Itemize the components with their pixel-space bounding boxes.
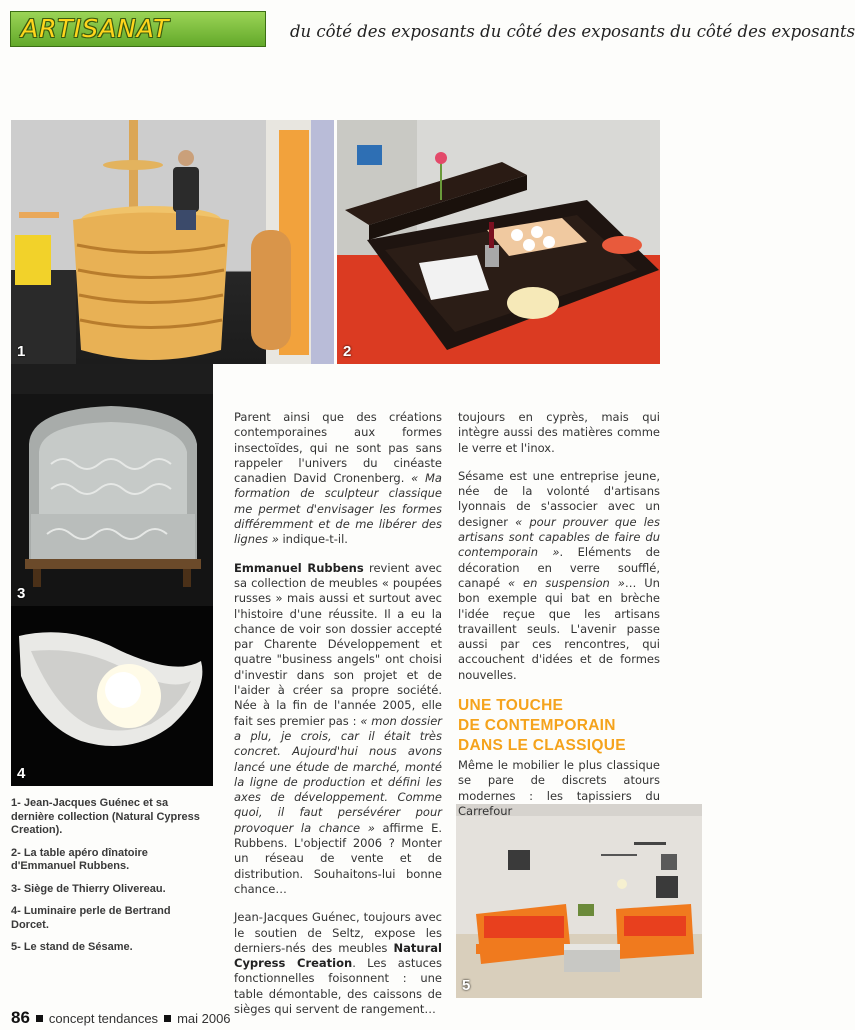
brand-name: Natural Cypress Creation [234, 940, 442, 971]
photo-5-sesame-stand [456, 804, 702, 998]
photo-4-illustration [11, 606, 213, 786]
text: … Un bon exemple qui bat en brèche l'idée reçue que les artisans travaillent seuls. L'avenir passe aussi par ces rencontres, qui accouchent d'idées et de formes nouvelles. [458, 575, 660, 682]
subheading-line: DANS LE CLASSIQUE [458, 737, 626, 755]
section-subheading [458, 696, 660, 756]
page-footer [11, 1008, 231, 1028]
text: Parent ainsi que des créations contemporaines aux formes insectoïdes, qui ne sont pas sans rappeler l'univers du cinéaste canadien David Cronenberg. [234, 410, 442, 486]
photo-2-rubbens-table [337, 120, 660, 364]
paragraph: Même le mobilier le plus classique se pare de discrets atours modernes : les tapissiers du Carrefour [458, 758, 660, 818]
quote: « en suspension » [508, 575, 625, 590]
article-column-right [458, 410, 660, 832]
photo-number: 3 [17, 585, 26, 602]
photo-5-illustration [456, 804, 702, 998]
section-tab [10, 11, 266, 47]
photo-number: 5 [462, 977, 471, 994]
text: indique-t-il. [278, 532, 348, 547]
caption-1: 1- Jean-Jacques Guénec et sa dernière collection (Natural Cypress Creation). [11, 797, 200, 836]
photo-1-guenec-stand [11, 120, 334, 364]
text: affirme E. Rubbens. L'objectif 2006 ? Monter un réseau de vente et de distribution. Souhaitons-lui bonne chance… [234, 820, 442, 896]
magazine-name: concept tendances [48, 1011, 159, 1026]
photo-3-olivereau-armchair [11, 364, 213, 606]
header-tagline: du côté des exposants du côté des exposants du côté des exposants [290, 22, 855, 41]
photo-4-dorcet-lamp [11, 606, 213, 786]
page-number: 86 [11, 1008, 30, 1027]
paragraph: toujours en cyprès, mais qui intègre aussi des matières comme le verre et l'inox. [458, 410, 660, 455]
separator-square-icon [164, 1015, 171, 1022]
paragraph [234, 561, 442, 898]
paragraph [234, 910, 442, 1017]
caption-2: 2- La table apéro dînatoire d'Emmanuel Rubbens. [11, 846, 148, 872]
paragraph [234, 410, 442, 548]
subheading-line: DE CONTEMPORAIN [458, 717, 616, 735]
quote: « mon dossier a plu, je crois, car il était très concret. Aujourd'hui nous avons lancé une étude de marché, monté la ligne de production et défini les axes de développement. Comme quoi, il faut persévérer pour provoquer la chance » [234, 713, 442, 835]
text: . Eléments de décoration en verre soufflé, canapé [458, 545, 660, 590]
issue-date: mai 2006 [177, 1011, 231, 1026]
caption-3: 3- Siège de Thierry Olivereau. [11, 882, 166, 895]
paragraph [458, 469, 660, 683]
photo-number: 2 [343, 343, 352, 360]
separator-square-icon [36, 1015, 43, 1022]
text: Sésame est une entreprise jeune, née de la volonté d'artisans lyonnais de s'associer avec un designer [458, 468, 660, 529]
caption-5: 5- Le stand de Sésame. [11, 941, 133, 953]
photo-captions [11, 797, 211, 964]
photo-1-illustration [11, 120, 334, 364]
photo-number: 1 [17, 343, 26, 360]
photo-number: 4 [17, 765, 26, 782]
article-column-left [234, 410, 442, 1030]
subheading-line: UNE TOUCHE [458, 697, 564, 715]
caption-4: 4- Luminaire perle de Bertrand Dorcet. [11, 905, 171, 931]
quote: « pour prouver que les artisans sont capables de faire du contemporain » [458, 514, 660, 560]
quote: « Ma formation de sculpteur classique me permet d'envisager les formes différemment et de me libérer des lignes » [234, 471, 442, 547]
text: . Les astuces fonctionnelles foisonnent : une table démontable, des caissons de sièges qui servent de rangement… [234, 956, 443, 1016]
photo-3-illustration [11, 364, 213, 606]
name: Emmanuel Rubbens [234, 560, 364, 575]
text: revient avec sa collection de meubles « poupées russes » mais aussi et surtout avec l'histoire d'une réussite. Il a eu la chance de voir son dossier accepté par Charente Développement et quatre "business angels" ont choisi d'investir dans son projet et de l'aider à créer sa propre société. Née à la fin de l'année 2005, elle fait ses premier pas : [234, 560, 442, 728]
photo-2-illustration [337, 120, 660, 364]
section-title: ARTISANAT [21, 14, 170, 43]
text: Jean-Jacques Guénec, toujours avec le soutien de Seltz, expose les derniers-nés des meubles [234, 910, 442, 955]
